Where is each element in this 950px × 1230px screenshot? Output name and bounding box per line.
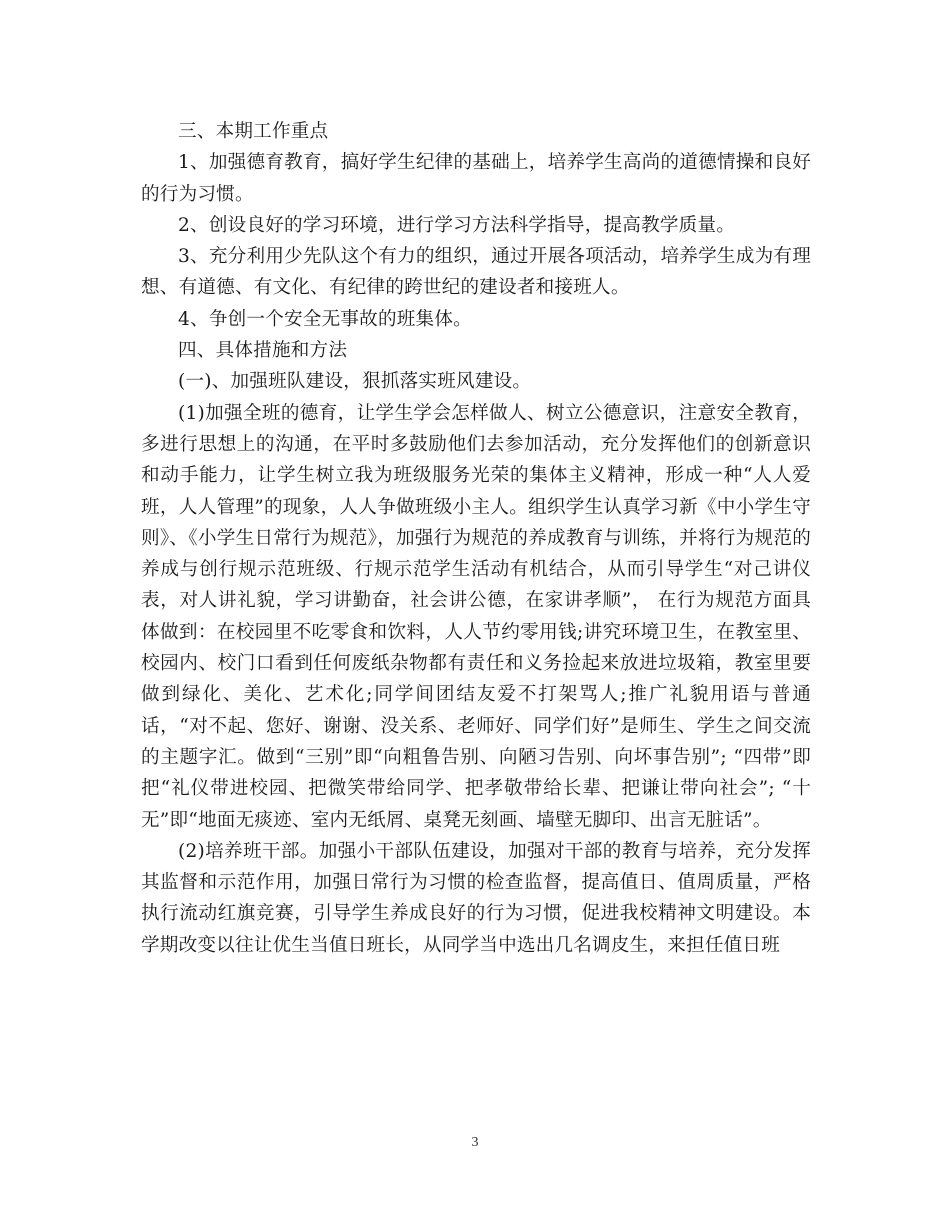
paragraph-class-cadres: (2)培养班干部。加强小干部队伍建设，加强对干部的教育与培养，充分发挥其监督和示范作用，加强日常行为习惯的检查监督，提高值日、值周质量，严格执行流动红旗竞赛，引导学生养成良好的行为习惯，促进我校精神文明建设。本学期改变以往让优生当值日班长，从同学当中选出几名调皮生，来担任值日班 (141, 840, 811, 956)
paragraph-item-1: 1、加强德育教育，搞好学生纪律的基础上，培养学生高尚的道德情操和良好的行为习惯。 (141, 152, 811, 205)
section-heading-work-focus: 三、本期工作重点 (178, 121, 329, 142)
paragraph-moral-education: (1)加强全班的德育，让学生学会怎样做人、树立公德意识，注意安全教育，多进行思想上的沟通，在平时多鼓励他们去参加活动，充分发挥他们的创新意识和动手能力，让学生树立我为班级服务光荣的集体主义精神，形成一种“人人爱班，人人管理”的现象，人人争做班级小主人。组织学生认真学习新《中小学生守则》、《小学生日常行为规范》，加强行为规范的养成教育与训练，并将行为规范的养成与创行规示范班级、行规示范学生活动有机结合，从而引导学生“对己讲仪表，对人讲礼貌，学习讲勤奋，社会讲公德，在家讲孝顺”， 在行为规范方面具体做到：在校园里不吃零食和饮料，人人节约零用钱;讲究环境卫生，在教室里、校园内、校门口看到任何废纸杂物都有责任和义务捡起来放进垃圾箱，教室里要做到绿化、美化、艺术化;同学间团结友爱不打架骂人;推广礼貌用语与普通话，“对不起、您好、谢谢、没关系、老师好、同学们好”是师生、学生之间交流的主题字汇。做到“三别”即“向粗鲁告别、向陋习告别、向坏事告别”; “四带”即把“礼仪带进校园、把微笑带给同学、把孝敬带给长辈、把谦让带向社会”; “十无”即“地面无痰迹、室内无纸屑、桌凳无刻画、墙壁无脚印、出言无脏话”。 (141, 402, 811, 831)
subsection-heading-class-building: (一)、加强班队建设，狠抓落实班风建设。 (178, 371, 532, 393)
document-body (141, 116, 811, 961)
paragraph-item-3: 3、充分利用少先队这个有力的组织，通过开展各项活动，培养学生成为有理想、有道德、有文化、有纪律的跨世纪的建设者和接班人。 (141, 246, 811, 299)
paragraph-item-4: 4、争创一个安全无事故的班集体。 (178, 308, 472, 330)
page-number: 3 (471, 1135, 479, 1150)
paragraph-item-2: 2、创设良好的学习环境，进行学习方法科学指导，提高教学质量。 (178, 214, 736, 236)
section-heading-measures: 四、具体措施和方法 (178, 340, 348, 362)
